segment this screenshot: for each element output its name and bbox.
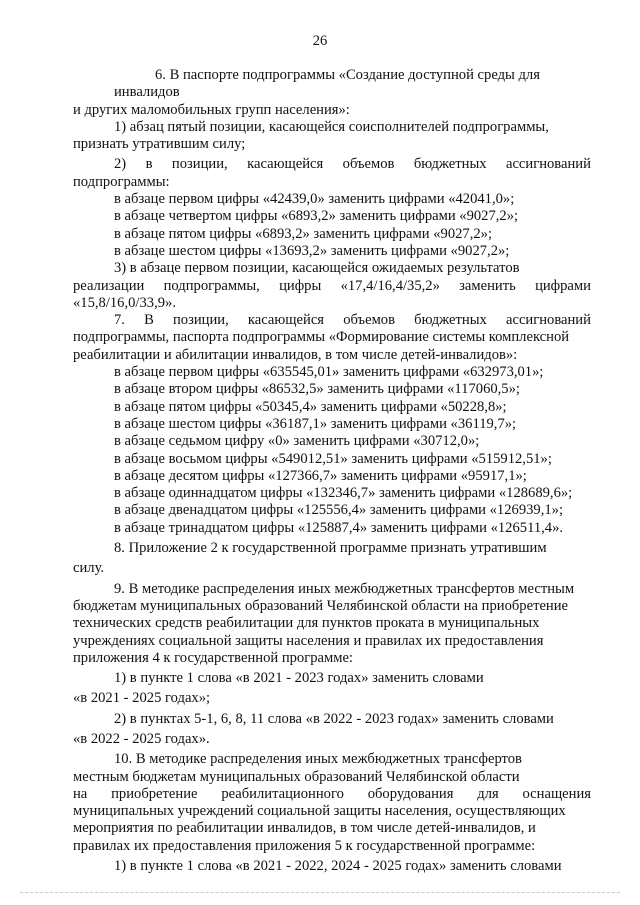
p10-text-6: правилах их предоставления приложения 5 к государственной программе: [73, 837, 536, 854]
word: цифры [279, 277, 322, 294]
p6-text-1: 6. В паспорте подпрограммы «Создание доступной среды для инвалидов [114, 67, 540, 101]
word: на [73, 785, 88, 802]
p7-item: в абзаце пятом цифры «50345,4» заменить цифрами «50228,8»; [114, 398, 507, 415]
p8-text-1: 8. Приложение 2 к государственной программе признать утратившим [114, 540, 547, 557]
word: приобретение [111, 785, 198, 802]
p6-item2-line [73, 156, 591, 173]
word: заменить [459, 277, 516, 294]
p9-text-5: приложения 4 к государственной программе: [73, 649, 353, 666]
p10-line-3 [73, 786, 591, 803]
p7-line-1 [73, 312, 591, 329]
p6-text-2: и других маломобильных групп населения»: [73, 101, 350, 118]
p6-item3-line-2 [73, 278, 591, 295]
word: подпрограммы, [163, 277, 260, 294]
p6-item1-text: 1) абзац пятый позиции, касающейся соисполнителей подпрограммы, [114, 118, 549, 135]
p9-item2-text: 2) в пунктах 5-1, 6, 8, 11 слова «в 2022 - 2023 годах» заменить словами [114, 710, 554, 727]
p10-text-2: местным бюджетам муниципальных образований Челябинской области [73, 768, 520, 785]
word: позиции, [173, 312, 229, 329]
word: цифрами [535, 277, 591, 294]
p9-text-4: учреждениях социальной защиты населения и правилах их предоставления [73, 632, 544, 649]
p6-item2-cont: подпрограммы: [73, 173, 170, 190]
p6-item1-cont: признать утратившим силу; [73, 136, 246, 153]
p10-text-4: муниципальных учреждений социальной защиты населения, осуществляющих [73, 803, 566, 820]
page-number: 26 [312, 33, 328, 49]
word: ассигнований [505, 312, 591, 329]
word: объемов [342, 156, 395, 173]
p7-item: в абзаце восьмом цифры «549012,51» заменить цифрами «515912,51»; [114, 450, 552, 467]
word: для [477, 785, 499, 802]
p9-text-1: 9. В методике распределения иных межбюджетных трансфертов местным [114, 580, 575, 597]
p9-item1-text: 1) в пункте 1 слова «в 2021 - 2023 годах» заменить словами [114, 670, 484, 687]
p7-text-3: реабилитации и абилитации инвалидов, в том числе детей-инвалидов»: [73, 346, 518, 363]
p7-item: в абзаце тринадцатом цифры «125887,4» заменить цифрами «126511,4». [114, 519, 564, 536]
word: ассигнований [505, 156, 591, 173]
word: реализации [73, 277, 145, 294]
document-body [73, 67, 591, 875]
p9-text-3: технических средств реабилитации для пунктов проката в муниципальных [73, 615, 540, 632]
word: объемов [343, 312, 395, 329]
p9-text-2: бюджетам муниципальных образований Челябинской области на приобретение [73, 597, 569, 614]
word: «17,4/16,4/35,2» [340, 277, 440, 294]
p10-item1-text: 1) в пункте 1 слова «в 2021 - 2022, 2024 - 2025 годах» заменить словами [114, 858, 562, 875]
word: бюджетных [413, 156, 487, 173]
word: реабилитационного [221, 785, 344, 802]
p6-sub-1: в абзаце первом цифры «42439,0» заменить цифрами «42041,0»; [114, 191, 515, 208]
word: в [145, 156, 153, 173]
p6-sub-3: в абзаце пятом цифры «6893,2» заменить цифрами «9027,2»; [114, 225, 493, 242]
word: позиции, [171, 156, 228, 173]
p8-text-2: силу. [73, 560, 105, 577]
p7-item: в абзаце двенадцатом цифры «125556,4» заменить цифрами «126939,1»; [114, 502, 564, 519]
p7-item: в абзаце седьмом цифру «0» заменить цифрами «30712,0»; [114, 433, 480, 450]
p7-item: в абзаце первом цифры «635545,01» заменить цифрами «632973,01»; [114, 364, 544, 381]
scan-edge-line [20, 892, 620, 893]
p6-item3-text: 3) в абзаце первом позиции, касающейся ожидаемых результатов [114, 260, 520, 277]
p7-text-2: подпрограммы, паспорта подпрограммы «Формирование системы комплексной [73, 329, 570, 346]
word: касающейся [247, 312, 325, 329]
p7-item: в абзаце шестом цифры «36187,1» заменить цифрами «36119,7»; [114, 415, 517, 432]
word: В [144, 312, 154, 329]
p6-sub-2: в абзаце четвертом цифры «6893,2» заменить цифрами «9027,2»; [114, 208, 519, 225]
word: оборудования [367, 785, 454, 802]
p6-line-1 [73, 67, 591, 102]
p7-item: в абзаце втором цифры «86532,5» заменить цифрами «117060,5»; [114, 381, 520, 398]
word: 2) [114, 156, 127, 173]
p6-sub-4: в абзаце шестом цифры «13693,2» заменить цифрами «9027,2»; [114, 242, 510, 259]
p10-text-5: мероприятия по реабилитации инвалидов, в том числе детей-инвалидов, и [73, 820, 536, 837]
word: 7. [114, 312, 125, 329]
p7-item: в абзаце одиннадцатом цифры «132346,7» заменить цифрами «128689,6»; [114, 485, 573, 502]
word: бюджетных [414, 312, 487, 329]
word: оснащения [522, 785, 591, 802]
p9-item2-cont: «в 2022 - 2025 годах». [73, 730, 210, 747]
p10-text-1: 10. В методике распределения иных межбюджетных трансфертов [114, 751, 522, 768]
p9-item1-cont: «в 2021 - 2025 годах»; [73, 690, 211, 707]
word: касающейся [247, 156, 324, 173]
p6-item3-cont: «15,8/16,0/33,9». [73, 294, 176, 311]
p7-item: в абзаце десятом цифры «127366,7» заменить цифрами «95917,1»; [114, 467, 527, 484]
